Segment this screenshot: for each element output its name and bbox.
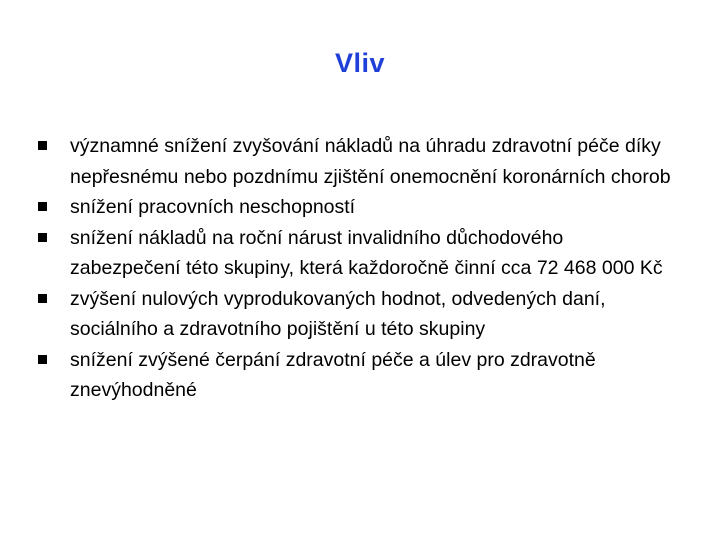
bullet-text: významné snížení zvyšování nákladů na úhradu zdravotní péče díky nepřesnému nebo pozdnímu zjištění onemocnění koronárních chorob <box>70 135 671 188</box>
bullet-item <box>38 223 674 284</box>
bullet-item <box>38 345 674 406</box>
bullet-text: snížení zvýšené čerpání zdravotní péče a úlev pro zdravotně znevýhodněné <box>70 348 596 401</box>
bullet-item <box>38 192 674 223</box>
slide-title: Vliv <box>334 48 386 78</box>
square-bullet-icon <box>38 294 47 303</box>
square-bullet-icon <box>38 355 47 364</box>
bullet-list <box>38 131 674 406</box>
bullet-item <box>38 131 674 192</box>
bullet-text: snížení nákladů na roční nárust invalidního důchodového zabezpečení této skupiny, která každoročně činní cca 72 468 000 Kč <box>70 226 663 279</box>
bullet-text: snížení pracovních neschopností <box>70 196 356 218</box>
square-bullet-icon <box>38 141 47 150</box>
square-bullet-icon <box>38 202 47 211</box>
square-bullet-icon <box>38 233 47 242</box>
bullet-item <box>38 284 674 345</box>
bullet-text: zvýšení nulových vyprodukovaných hodnot, odvedených daní, sociálního a zdravotního pojištění u této skupiny <box>70 287 606 340</box>
